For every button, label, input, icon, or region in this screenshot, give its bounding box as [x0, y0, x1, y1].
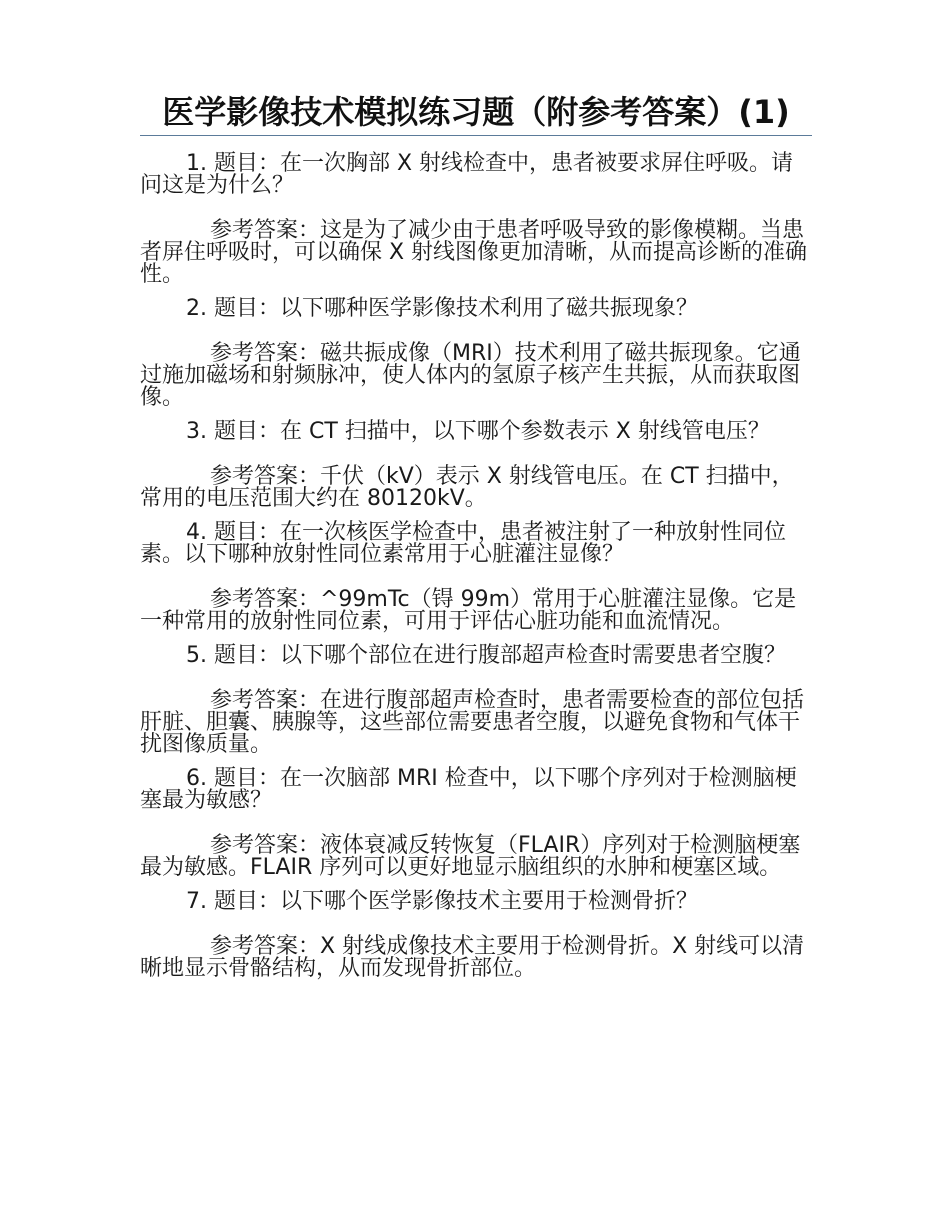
title-divider	[140, 135, 812, 136]
qa-item-7	[140, 891, 812, 980]
answer-4: 参考答案：^99mTc（锝 99m）常用于心脏灌注显像。它是一种常用的放射性同位素，可用于评估心脏功能和血流情况。	[140, 587, 797, 634]
answer-3: 参考答案：千伏（kV）表示 X 射线管电压。在 CT 扫描中，常用的电压范围大约在 80120kV。	[140, 464, 794, 511]
qa-item-6	[140, 768, 812, 879]
answer-2: 参考答案：磁共振成像（MRI）技术利用了磁共振现象。它通过施加磁场和射频脉冲，使人体内的氢原子核产生共振，从而获取图像。	[140, 341, 801, 410]
question-5: 5. 题目：以下哪个部位在进行腹部超声检查时需要患者空腹？	[186, 643, 786, 668]
question-2: 2. 题目：以下哪种医学影像技术利用了磁共振现象？	[186, 296, 698, 321]
answer-5: 参考答案：在进行腹部超声检查时，患者需要检查的部位包括肝脏、胆囊、胰腺等，这些部位需要患者空腹，以避免食物和气体干扰图像质量。	[140, 688, 805, 757]
qa-item-1	[140, 153, 812, 286]
qa-item-4	[140, 522, 812, 633]
question-4: 4. 题目：在一次核医学检查中，患者被注射了一种放射性同位素。以下哪种放射性同位素常用于心脏灌注显像？	[140, 520, 786, 567]
question-3: 3. 题目：在 CT 扫描中，以下哪个参数表示 X 射线管电压？	[186, 419, 770, 444]
qa-item-5	[140, 645, 812, 756]
question-1: 1. 题目：在一次胸部 X 射线检查中，患者被要求屏住呼吸。请问这是为什么？	[140, 151, 794, 198]
qa-item-3	[140, 421, 812, 510]
answer-1: 参考答案：这是为了减少由于患者呼吸导致的影像模糊。当患者屏住呼吸时，可以确保 X 射线图像更加清晰，从而提高诊断的准确性。	[140, 218, 808, 287]
answer-6: 参考答案：液体衰减反转恢复（FLAIR）序列对于检测脑梗塞最为敏感。FLAIR 序列可以更好地显示脑组织的水肿和梗塞区域。	[140, 833, 801, 880]
document-title: 医学影像技术模拟练习题（附参考答案）(1)	[162, 93, 790, 131]
qa-item-2	[140, 298, 812, 409]
question-7: 7. 题目：以下哪个医学影像技术主要用于检测骨折？	[186, 889, 698, 914]
question-6: 6. 题目：在一次脑部 MRI 检查中，以下哪个序列对于检测脑梗塞最为敏感？	[140, 766, 797, 813]
document-page	[140, 93, 812, 992]
answer-7: 参考答案：X 射线成像技术主要用于检测骨折。X 射线可以清晰地显示骨骼结构，从而发现骨折部位。	[140, 934, 805, 981]
